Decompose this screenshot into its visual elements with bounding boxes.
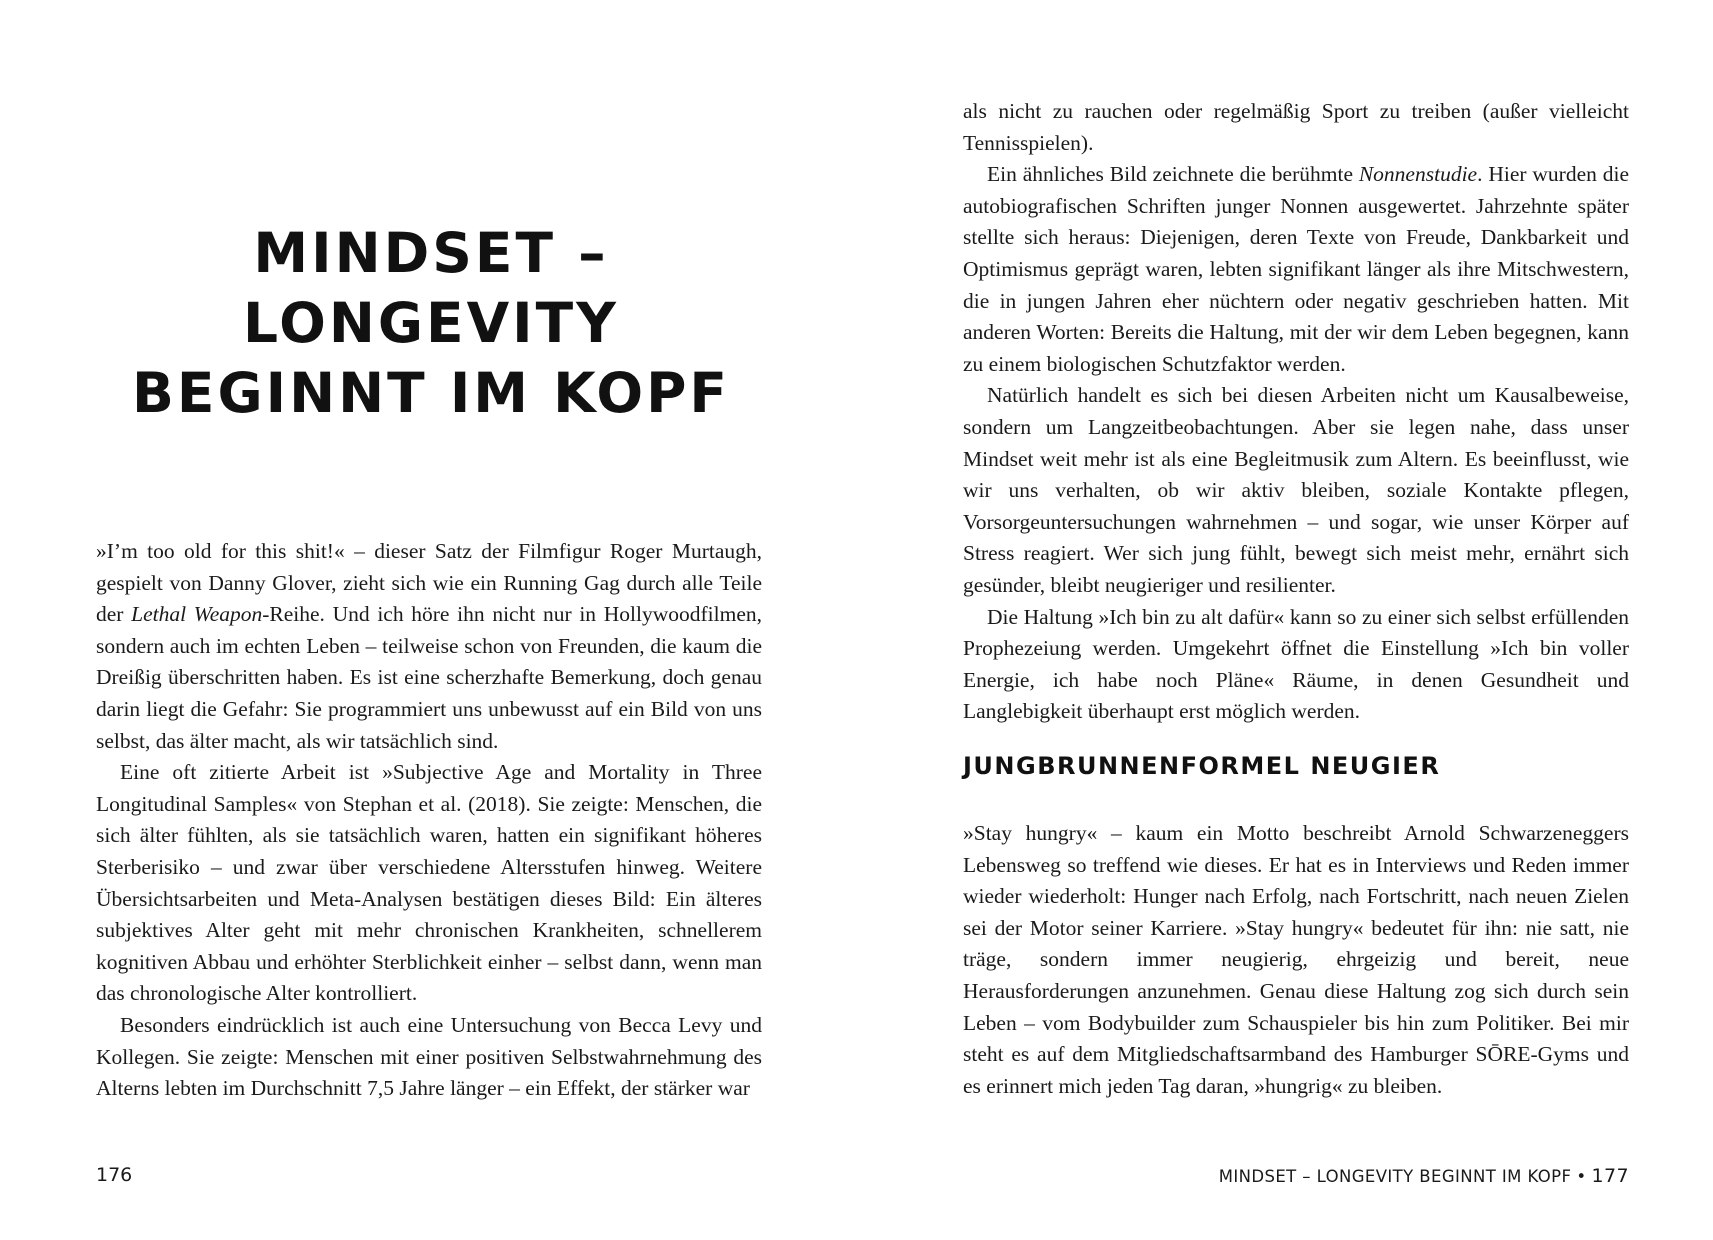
body-text-left xyxy=(96,536,762,1105)
page-number: 177 xyxy=(1591,1165,1629,1187)
section-body xyxy=(963,818,1629,1102)
chapter-title xyxy=(96,218,766,428)
section-heading: JUNGBRUNNENFORMEL NEUGIER xyxy=(963,752,1441,780)
page-number: 176 xyxy=(96,1164,133,1186)
running-head xyxy=(1219,1165,1629,1187)
running-head-title: MINDSET – LONGEVITY BEGINNT IM KOPF xyxy=(1218,1167,1572,1186)
paragraph: Natürlich handelt es sich bei diesen Arbeiten nicht um Kausalbeweise, sondern um Langzeitbeobachtungen. Aber sie legen nahe, dass unser Mindset weit mehr ist als eine Begleitmusik zum Altern. Es beeinflusst, wie wir uns verhalten, ob wir aktiv bleiben, soziale Kontakte pflegen, Vorsorgeuntersuchungen wahrnehmen – und sogar, wie unser Körper auf Stress reagiert. Wer sich jung fühlt, bewegt sich meist mehr, ernährt sich gesünder, bleibt neugieriger und resilienter. xyxy=(963,383,1629,597)
paragraph: »Stay hungry« – kaum ein Motto beschreibt Arnold Schwarzeneggers Lebensweg so treffend wie dieses. Er hat es in Interviews und Reden immer wieder wiederholt: Hunger nach Erfolg, nach Fortschritt, nach neuen Zielen sei der Motor seiner Karriere. »Stay hungry« bedeutet für ihn: nie satt, nie träge, sondern immer neugierig, ehrgeizig und bereit, neue Herausforderungen anzunehmen. Genau diese Haltung zog sich durch sein Leben – vom Bodybuilder zum Schauspieler bis hin zum Politiker. Bei mir steht es auf dem Mitgliedschaftsarmband des Hamburger SŌRE-Gyms und es erinnert mich jeden Tag daran, »hungrig« zu bleiben. xyxy=(963,821,1629,1098)
paragraph xyxy=(963,159,1629,380)
paragraph-text: »I’m too old for this shit!« – dieser Satz der Filmfigur Roger Murtaugh, gespielt von Danny Glover, zieht sich wie ein Running Gag durch alle Teile der xyxy=(96,539,762,627)
paragraph-text: Ein ähnliches Bild zeichnete die berühmte xyxy=(987,162,1359,187)
paragraph: Eine oft zitierte Arbeit ist »Subjective Age and Mortality in Three Longitudinal Samples« von Stephan et al. (2018). Sie zeigte: Menschen, die sich älter fühlten, als sie tatsächlich waren, hatten ein signifikant höheres Sterberisiko – und zwar über verschiedene Altersstufen hinweg. Weitere Übersichtsarbeiten und Meta-Analysen bestätigen dieses Bild: Ein älteres subjektives Alter geht mit mehr chronischen Krankheiten, schnellerem kognitiven Abbau und erhöhter Sterblichkeit einher – selbst dann, wenn man das chronologische Alter kontrolliert. xyxy=(96,760,762,1006)
left-page xyxy=(0,0,856,1240)
paragraph: Besonders eindrücklich ist auch eine Untersuchung von Becca Levy und Kollegen. Sie zeigte: Menschen mit einer positiven Selbstwahrnehmung des Alterns lebten im Durchschnitt 7,5 Jahre länger – ein Effekt, der stärker war xyxy=(96,1012,762,1101)
chapter-title-line: MINDSET – xyxy=(253,221,609,285)
film-title: Lethal Weapon xyxy=(131,602,263,627)
study-title: Nonnenstudie xyxy=(1358,162,1478,187)
chapter-title-line: BEGINNT IM KOPF xyxy=(132,361,730,425)
paragraph: Die Haltung »Ich bin zu alt dafür« kann so zu einer sich selbst erfüllenden Prophezeiung werden. Umgekehrt öffnet die Einstellung »Ich bin voller Energie, ich habe noch Pläne« Räume, in denen Gesundheit und Langlebigkeit überhaupt erst möglich werden. xyxy=(963,604,1629,724)
paragraph-text: . Hier wurden die autobiografischen Schriften junger Nonnen ausgewertet. Jahrzehnte später stellte sich heraus: Diejenigen, deren Texte von Freude, Dankbarkeit und Optimismus geprägt waren, lebten signifikant länger als ihre Mitschwestern, die in jungen Jahren eher nüchtern oder negativ geschrieben hatten. Mit anderen Worten: Bereits die Haltung, mit der wir dem Leben begegnen, kann zu einem biologischen Schutzfaktor werden. xyxy=(963,162,1629,376)
chapter-title-line: LONGEVITY xyxy=(243,291,619,355)
body-text-right xyxy=(963,96,1629,728)
paragraph xyxy=(96,536,762,757)
paragraph-text: -Reihe. Und ich höre ihn nicht nur in Hollywoodfilmen, sondern auch im echten Leben – teilweise schon von Freunden, die kaum die Dreißig überschritten haben. Es ist eine scherzhafte Bemerkung, doch genau darin liegt die Gefahr: Sie programmiert uns unbewusst auf ein Bild von uns selbst, das älter macht, als wir tatsächlich sind. xyxy=(96,602,762,753)
paragraph: als nicht zu rauchen oder regelmäßig Sport zu treiben (außer vielleicht Tennisspielen). xyxy=(963,99,1629,155)
separator-dot: • xyxy=(1576,1167,1587,1186)
